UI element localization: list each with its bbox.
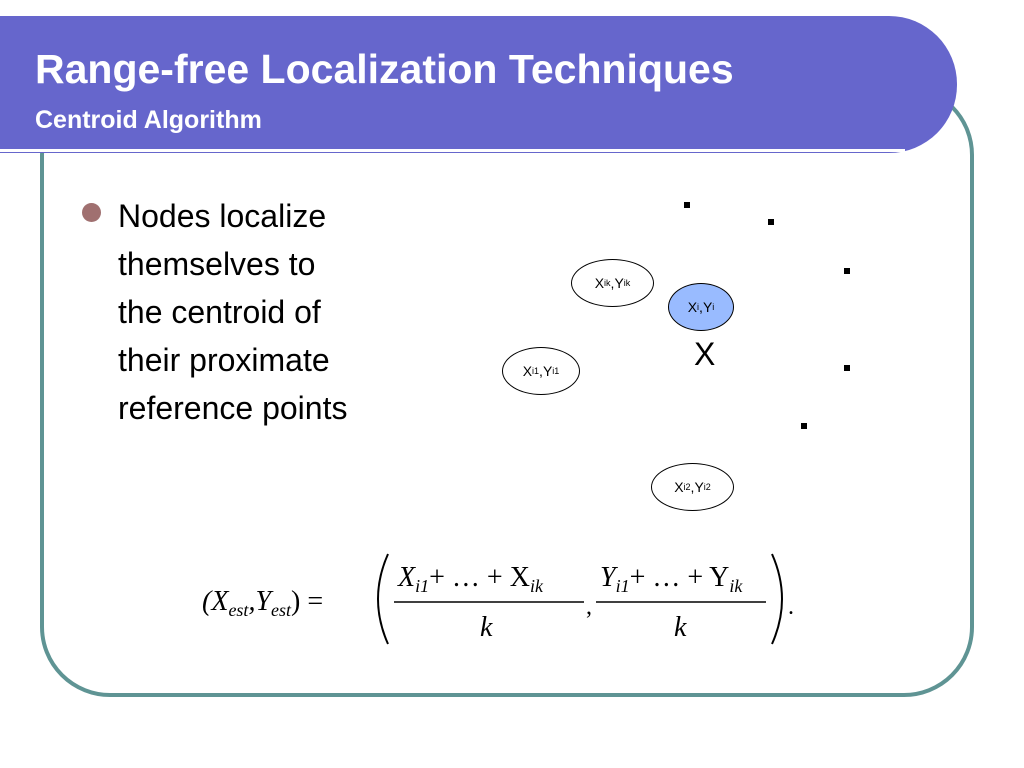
node-label: X — [674, 479, 684, 495]
bullet-line: the centroid of — [118, 294, 321, 330]
svg-text:Xi1+ … + Xik — [397, 562, 544, 596]
formula-subscript: est — [271, 600, 292, 620]
node-subscript: i — [697, 302, 700, 312]
node-subscript: i2 — [683, 482, 691, 492]
centroid-x-mark: X — [694, 336, 716, 372]
node-subscript: ik — [623, 278, 631, 288]
formula-subscript: ik — [529, 576, 543, 596]
formula-period: . — [788, 594, 794, 620]
reference-node-ik — [571, 259, 654, 307]
unknown-node-dot — [844, 365, 850, 371]
node-subscript: i1 — [552, 366, 560, 376]
formula-subscript: i1 — [615, 576, 630, 596]
unknown-node-dot — [801, 423, 807, 429]
formula-subscript: est — [228, 600, 249, 620]
node-label: Y — [702, 299, 713, 315]
node-label: X — [594, 275, 605, 291]
svg-text:(Xest,Yest) = — [202, 586, 323, 620]
bullet-text — [118, 192, 428, 432]
bullet-line: their proximate — [118, 342, 330, 378]
node-subscript: i2 — [703, 482, 711, 492]
node-label: Y — [542, 363, 553, 379]
formula-mid: + … + X — [429, 562, 530, 593]
node-label: X — [687, 299, 698, 315]
formula-mid: + … + Y — [629, 562, 730, 593]
right-paren — [772, 554, 782, 644]
formula-comma: , — [586, 594, 592, 620]
formula-subscript: i1 — [415, 576, 430, 596]
node-separator: , — [539, 363, 543, 379]
bullet-line: Nodes localize — [118, 198, 327, 234]
formula-den1: k — [480, 612, 493, 643]
node-subscript: i — [712, 302, 715, 312]
reference-node-i1 — [502, 347, 580, 395]
reference-node-i2 — [651, 463, 734, 511]
estimated-node — [668, 283, 734, 331]
slide-header — [0, 16, 957, 153]
unknown-node-dot — [844, 268, 850, 274]
left-paren — [378, 554, 388, 644]
formula-num1: X — [398, 562, 416, 593]
formula-lhs: (X — [202, 586, 229, 617]
header-rule — [0, 149, 905, 152]
formula-separator: ,Y — [248, 586, 272, 617]
formula-equals: ) = — [291, 586, 324, 617]
formula-den2: k — [674, 612, 687, 643]
unknown-node-dot — [768, 219, 774, 225]
node-label: Y — [694, 479, 704, 495]
centroid-formula — [200, 548, 800, 650]
unknown-node-dot — [684, 202, 690, 208]
formula-num2: Y — [600, 562, 616, 593]
node-subscript: i1 — [532, 366, 540, 376]
node-separator: , — [690, 479, 695, 495]
bullet-line: reference points — [118, 390, 348, 426]
node-label: X — [522, 363, 533, 379]
formula-subscript: ik — [729, 576, 743, 596]
node-subscript: ik — [604, 278, 611, 288]
node-label: Y — [614, 275, 624, 291]
svg-text:Yi1+ … + Yik — [600, 562, 743, 596]
bullet-icon — [82, 203, 101, 222]
slide-subtitle: Centroid Algorithm — [35, 106, 262, 134]
node-separator: , — [699, 299, 703, 315]
bullet-line: themselves to — [118, 246, 316, 282]
slide-title: Range-free Localization Techniques — [35, 46, 734, 92]
node-separator: , — [610, 275, 615, 291]
